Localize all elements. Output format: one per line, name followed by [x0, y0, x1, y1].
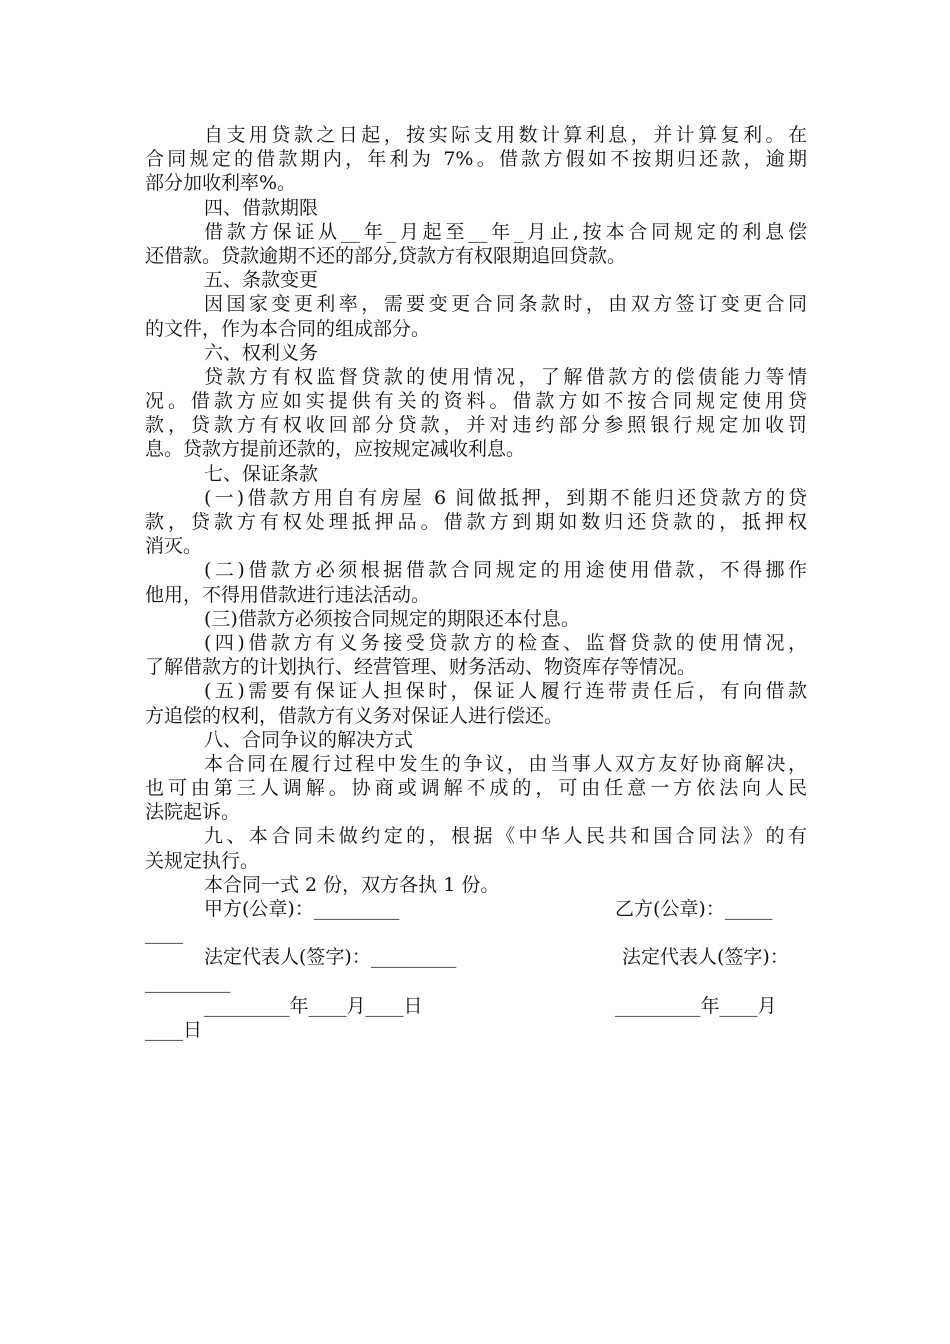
paragraph-line: 息。贷款方提前还款的，应按规定减收利息。 — [145, 438, 526, 461]
paragraph-line: 合同规定的借款期内，年利为 7%。借款方假如不按期归还款，逾期 — [145, 148, 807, 171]
signature-row-seal — [145, 897, 807, 921]
party-a-date: _________年____月____日 — [204, 994, 423, 1017]
signature-row-date — [145, 994, 807, 1018]
paragraph-line: 法院起诉。 — [145, 801, 241, 824]
party-a-seal: 甲方(公章)：_________ — [204, 898, 400, 920]
section-heading-term: 四、借款期限 — [204, 196, 319, 219]
party-b-seal: 乙方(公章)：_____ — [615, 898, 773, 920]
paragraph-line: (三)借款方必须按合同规定的期限还本付息。 — [204, 607, 580, 630]
paragraph-line: 借款方保证从__年_月起至__年_月止,按本合同规定的利息偿 — [204, 220, 807, 243]
paragraph-line: 自支用贷款之日起，按实际支用数计算利息，并计算复利。在 — [204, 124, 807, 146]
paragraph-line: 九、本合同未做约定的，根据《中华人民共和国合同法》的有 — [204, 825, 807, 848]
signature-row-representative — [145, 945, 807, 969]
paragraph-line: 本合同在履行过程中发生的争议，由当事人双方友好协商解决， — [204, 752, 807, 775]
party-b-date-continuation: ____日 — [145, 1018, 203, 1041]
paragraph-line: 的文件，作为本合同的组成部分。 — [145, 317, 431, 340]
paragraph-line: (四)借款方有义务接受贷款方的检查、监督贷款的使用情况， — [204, 631, 807, 654]
paragraph-line: (二)借款方必须根据借款合同规定的用途使用借款，不得挪作 — [204, 559, 807, 582]
paragraph-line: (一)借款方用自有房屋 6 间做抵押，到期不能归还贷款方的贷 — [204, 486, 807, 509]
contract-page — [145, 123, 807, 1042]
party-b-representative-continuation: _________ — [145, 970, 231, 993]
party-a-representative: 法定代表人(签字)：_________ — [204, 946, 457, 969]
paragraph-line: 方追偿的权利，借款方有义务对保证人进行偿还。 — [145, 704, 564, 727]
paragraph-line: 因国家变更利率，需要变更合同条款时，由双方签订变更合同 — [204, 293, 807, 316]
party-b-seal-continuation: ____ — [145, 922, 183, 945]
paragraph-line: 本合同一式 2 份，双方各执 1 份。 — [204, 873, 500, 896]
paragraph-line: 贷款方有权监督贷款的使用情况，了解借款方的偿债能力等情 — [204, 365, 807, 388]
paragraph-line: (五)需要有保证人担保时，保证人履行连带责任后，有向借款 — [204, 680, 807, 703]
section-heading-dispute: 八、合同争议的解决方式 — [204, 728, 414, 751]
section-heading-rights: 六、权利义务 — [204, 341, 319, 364]
paragraph-line: 款，贷款方有权处理抵押品。借款方到期如数归还贷款的，抵押权 — [145, 511, 807, 533]
paragraph-line: 消灭。 — [145, 535, 203, 558]
paragraph-line: 部分加收利率%。 — [145, 172, 297, 195]
party-b-representative: 法定代表人(签字)： — [622, 946, 789, 969]
section-heading-change: 五、条款变更 — [204, 269, 319, 292]
paragraph-line: 关规定执行。 — [145, 849, 260, 872]
section-heading-guarantee: 七、保证条款 — [204, 462, 319, 485]
paragraph-line: 他用，不得用借款进行违法活动。 — [145, 583, 431, 606]
paragraph-line: 况。借款方应如实提供有关的资料。借款方如不按合同规定使用贷 — [145, 390, 807, 413]
paragraph-line: 还借款。贷款逾期不还的部分,贷款方有权限期追回贷款。 — [145, 244, 627, 267]
paragraph-line: 也可由第三人调解。协商或调解不成的，可由任意一方依法向人民 — [145, 777, 807, 800]
party-b-date: _________年____月 — [615, 994, 777, 1017]
paragraph-line: 款，贷款方有权收回部分贷款，并对违约部分参照银行规定加收罚 — [145, 414, 807, 437]
paragraph-line: 了解借款方的计划执行、经营管理、财务活动、物资库存等情况。 — [145, 656, 697, 679]
